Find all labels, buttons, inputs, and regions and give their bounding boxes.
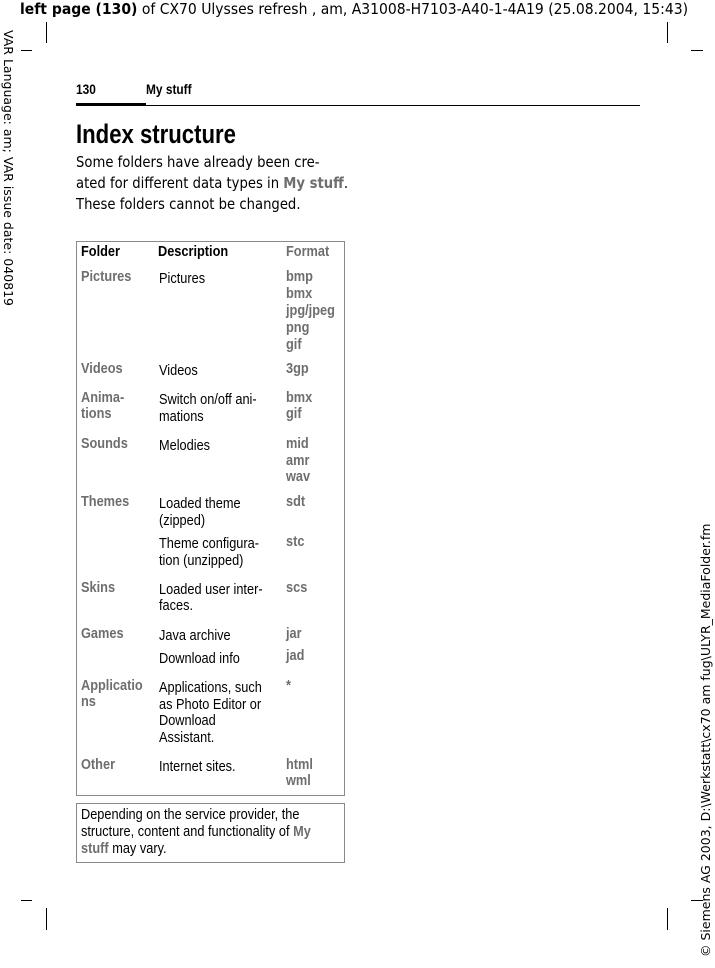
crop-mark: [21, 900, 32, 901]
format: amr: [286, 453, 310, 469]
note-line: may vary.: [108, 841, 167, 857]
format: png: [286, 320, 310, 336]
folder-description: (zipped): [159, 513, 206, 529]
folder-description: faces.: [159, 598, 194, 614]
print-header-bold: left page (130): [20, 0, 138, 18]
folder-name: ns: [81, 694, 96, 710]
section-title: My stuff: [146, 81, 192, 97]
print-header: [20, 0, 688, 18]
folder-description: Java archive: [159, 628, 231, 644]
folder-description: Download info: [159, 651, 240, 667]
format: gif: [286, 406, 302, 422]
format: jar: [286, 626, 302, 642]
crop-mark: [691, 50, 703, 51]
format: stc: [286, 534, 305, 550]
folder-description: as Photo Editor or: [159, 697, 262, 713]
crop-mark: [667, 22, 668, 43]
crop-mark: [667, 908, 668, 930]
folder-description: Applications, such: [159, 680, 262, 696]
format: gif: [286, 337, 302, 353]
side-info-right: © Siemens AG 2003, D:\Werkstatt\cx70 am fug\ULYR_MediaFolder.fm: [698, 523, 713, 957]
format: bmx: [286, 390, 313, 406]
format: scs: [286, 580, 308, 596]
format: bmx: [286, 286, 313, 302]
format: bmp: [286, 269, 313, 285]
format: mid: [286, 436, 309, 452]
format: html: [286, 757, 313, 773]
folder-description: Theme configura-: [159, 536, 260, 552]
folder-description: Switch on/off ani-: [159, 392, 257, 408]
my-stuff-ref: stuff: [81, 841, 109, 857]
column-header-description: Description: [158, 244, 229, 260]
format: 3gp: [286, 361, 309, 377]
folder-name: Sounds: [81, 436, 128, 452]
format: wav: [286, 469, 311, 485]
format: sdt: [286, 494, 306, 510]
folder-description: Loaded user inter-: [159, 582, 263, 598]
folder-description: Melodies: [159, 438, 211, 454]
folder-description: Pictures: [159, 271, 206, 287]
my-stuff-ref: My stuff: [283, 174, 344, 192]
folder-name: Videos: [81, 361, 123, 377]
intro-text: Some folders have already been cre-ated for different data types in: [76, 153, 320, 192]
my-stuff-ref: My: [293, 824, 311, 840]
folder-description: Videos: [159, 363, 198, 379]
side-info-left: VAR Language: am; VAR issue date: 040819: [1, 30, 16, 306]
note-text: [81, 807, 311, 858]
folder-description: Assistant.: [159, 730, 215, 746]
page-number: 130: [76, 81, 96, 97]
print-header-rest: of CX70 Ulysses refresh , am, A31008-H7103-A40-1-4A19 (25.08.2004, 15:43): [137, 0, 689, 18]
folder-name: Anima-: [81, 390, 125, 406]
crop-mark: [21, 50, 32, 51]
header-rule: [76, 105, 640, 106]
format: jpg/jpeg: [286, 303, 335, 319]
column-header-format: Format: [286, 244, 330, 260]
folder-description: tion (unzipped): [159, 553, 244, 569]
folder-name: Skins: [81, 580, 116, 596]
folder-description: Download: [159, 713, 216, 729]
format: jad: [286, 648, 305, 664]
format: *: [286, 678, 291, 694]
folder-description: mations: [159, 409, 204, 425]
format: wml: [286, 773, 311, 789]
crop-mark: [46, 908, 47, 930]
folder-name: Other: [81, 757, 116, 773]
intro-paragraph: [76, 152, 349, 215]
folder-description: Loaded theme: [159, 496, 241, 512]
folder-name: tions: [81, 406, 112, 422]
folder-description: Internet sites.: [159, 759, 236, 775]
folder-name: Applicatio: [81, 678, 143, 694]
folder-name: Pictures: [81, 269, 132, 285]
folder-name: Games: [81, 626, 124, 642]
crop-mark: [46, 22, 47, 43]
column-header-folder: Folder: [81, 244, 120, 260]
note-line: Depending on the service provider, the: [81, 807, 300, 823]
intro-text: . These folders cannot be changed.: [76, 174, 349, 213]
page-title: Index structure: [76, 119, 236, 149]
folder-name: Themes: [81, 494, 130, 510]
note-line: structure, content and functionality of: [81, 824, 294, 840]
